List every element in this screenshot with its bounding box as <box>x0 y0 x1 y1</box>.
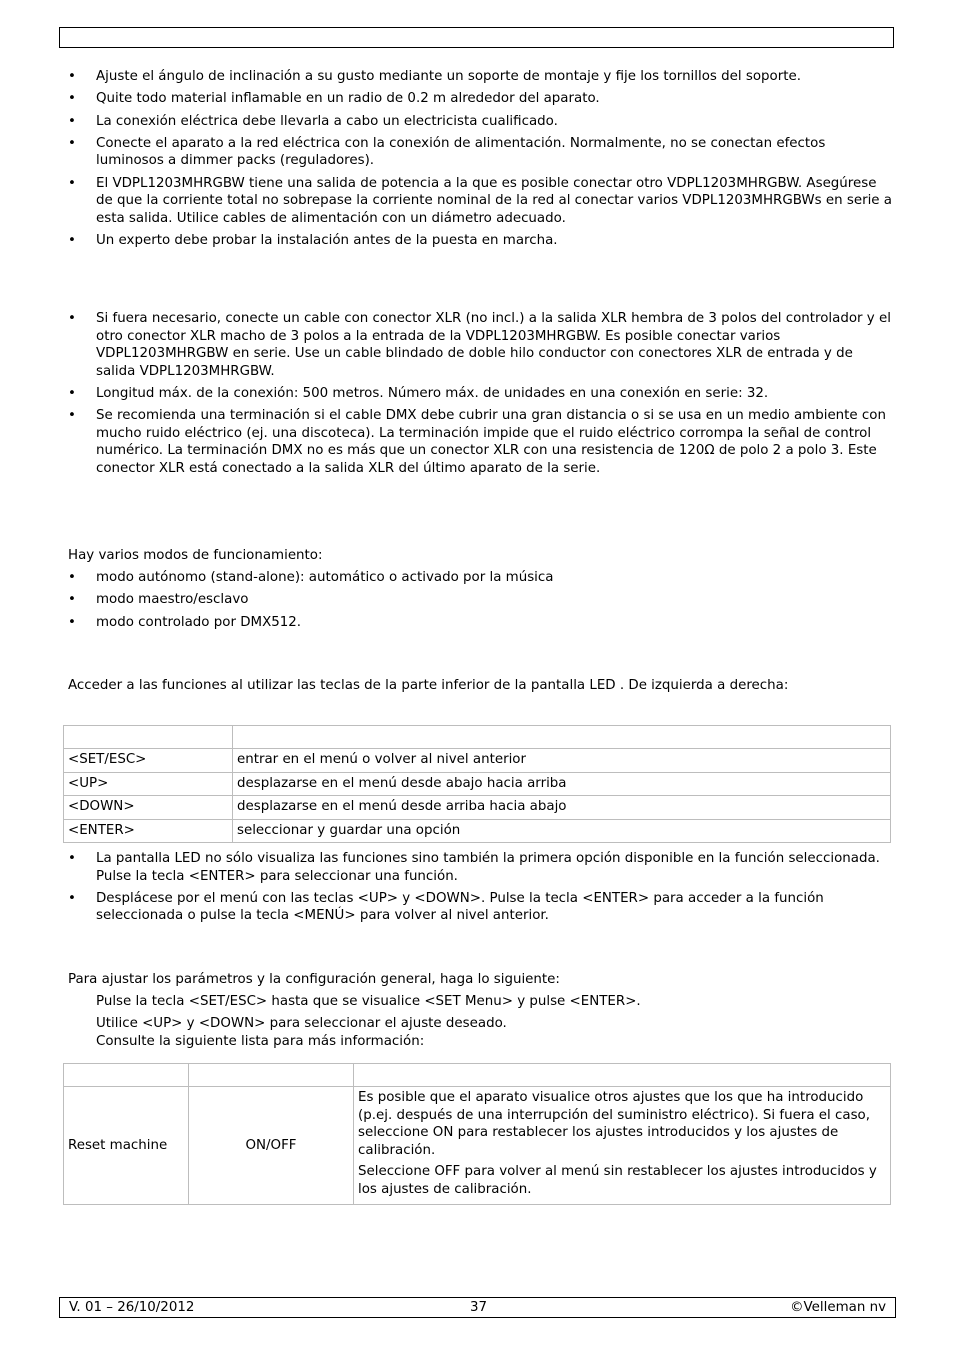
list-item: • Longitud máx. de la conexión: 500 metros. Número máx. de unidades en una conexión en serie: 32. <box>68 385 893 403</box>
key-cell: <DOWN> <box>64 796 233 820</box>
table-row <box>64 1087 891 1205</box>
settings-steps <box>96 993 886 1050</box>
settings-intro: Para ajustar los parámetros y la configuración general, haga lo siguiente: <box>68 972 560 987</box>
table-row <box>64 796 891 820</box>
list-item: • modo autónomo (stand-alone): automático o activado por la música <box>68 569 893 587</box>
settings-table <box>63 1063 891 1205</box>
key-cell: <ENTER> <box>64 819 233 843</box>
modes-intro: Hay varios modos de funcionamiento: <box>68 548 323 563</box>
list-item: • Si fuera necesario, conecte un cable con conector XLR (no incl.) a la salida XLR hembra de 3 polos del controlador y el otro conector XLR macho de 3 polos a la entrada de la VDPL1203MHRGBW. Es posible conectar varios VDPL1203MHRGBW en serie. Use un cable blindado de doble hilo conductor con conectores XLR de entrada y de salida VDPL1203MHRGBW. <box>68 310 893 380</box>
list-item: • Un experto debe probar la instalación antes de la puesta en marcha. <box>68 232 893 250</box>
list-item: • modo controlado por DMX512. <box>68 614 893 632</box>
list-item: • La pantalla LED no sólo visualiza las funciones sino también la primera opción disponible en la función seleccionada. Pulse la tecla <ENTER> para seleccionar una función. <box>68 850 893 885</box>
step-item: Consulte la siguiente lista para más información: <box>96 1033 425 1049</box>
step-item: Utilice <UP> y <DOWN> para seleccionar el ajuste deseado. <box>96 1016 507 1031</box>
footer-copyright: ©Velleman nv <box>790 1300 886 1315</box>
table-header-row <box>64 1064 891 1087</box>
list-item: • modo maestro/esclavo <box>68 591 893 609</box>
step-item: Pulse la tecla <SET/ESC> hasta que se visualice <SET Menu> y pulse <ENTER>. <box>96 994 641 1009</box>
list-item: • Se recomienda una terminación si el cable DMX debe cubrir una gran distancia o si se usa en un medio ambiente con mucho ruido eléctrico (ej. una discoteca). La terminación impide que el ruido eléctrico corrompa la señal de control numérico. La terminación DMX no es más que un conector XLR con una resistencia de 120Ω de polo 2 a polo 3. Este conector XLR está conectado a la salida XLR del último aparato de la serie. <box>68 407 893 477</box>
header-box <box>59 27 894 48</box>
footer-version: V. 01 – 26/10/2012 <box>69 1300 195 1315</box>
keys-table <box>63 725 891 843</box>
list-item: • Desplácese por el menú con las teclas <UP> y <DOWN>. Pulse la tecla <ENTER> para acceder a la función seleccionada o pulse la tecla <MENÚ> para volver al nivel anterior. <box>68 890 893 925</box>
setting-desc-para: Es posible que el aparato visualice otros ajustes que los que ha introducido (p.ej. después de una interrupción del suministro eléctrico). Si fuera el caso, seleccione ON para restablecer los ajustes introducidos y los ajustes de calibración. <box>358 1090 870 1158</box>
setting-desc-cell <box>354 1087 891 1205</box>
list-item: • Conecte el aparato a la red eléctrica con la conexión de alimentación. Normalmente, no se conectan efectos luminosos a dimmer packs (reguladores). <box>68 135 893 170</box>
setting-value-cell: ON/OFF <box>189 1087 354 1205</box>
list-item: • Ajuste el ángulo de inclinación a su gusto mediante un soporte de montaje y fije los tornillos del soporte. <box>68 68 893 86</box>
key-cell: <SET/ESC> <box>64 749 233 773</box>
keys-intro: Acceder a las funciones al utilizar las teclas de la parte inferior de la pantalla LED . De izquierda a derecha: <box>68 678 789 693</box>
setting-desc-para: Seleccione OFF para volver al menú sin restablecer los ajustes introducidos y los ajustes de calibración. <box>358 1164 877 1197</box>
modes-list <box>68 569 893 636</box>
table-row <box>64 749 891 773</box>
table-row <box>64 819 891 843</box>
desc-cell: entrar en el menú o volver al nivel anterior <box>233 749 891 773</box>
display-list <box>68 850 893 930</box>
list-item: • Quite todo material inflamable en un radio de 0.2 m alrededor del aparato. <box>68 90 893 108</box>
dmx-list <box>68 310 893 482</box>
install-list <box>68 68 893 254</box>
list-item: • La conexión eléctrica debe llevarla a cabo un electricista cualificado. <box>68 113 893 131</box>
desc-cell: seleccionar y guardar una opción <box>233 819 891 843</box>
desc-cell: desplazarse en el menú desde abajo hacia arriba <box>233 772 891 796</box>
footer-page-number: 37 <box>470 1300 488 1315</box>
key-cell: <UP> <box>64 772 233 796</box>
table-header-row <box>64 726 891 749</box>
list-item: • El VDPL1203MHRGBW tiene una salida de potencia a la que es posible conectar otro VDPL1203MHRGBW. Asegúrese de que la corriente total no sobrepase la corriente nominal de la red al conectar varios VDPL1203MHRGBWs en serie a esta salida. Utilice cables de alimentación con un diámetro adecuado. <box>68 175 893 228</box>
footer <box>59 1297 896 1318</box>
setting-name-cell: Reset machine <box>64 1087 189 1205</box>
table-row <box>64 772 891 796</box>
desc-cell: desplazarse en el menú desde arriba hacia abajo <box>233 796 891 820</box>
